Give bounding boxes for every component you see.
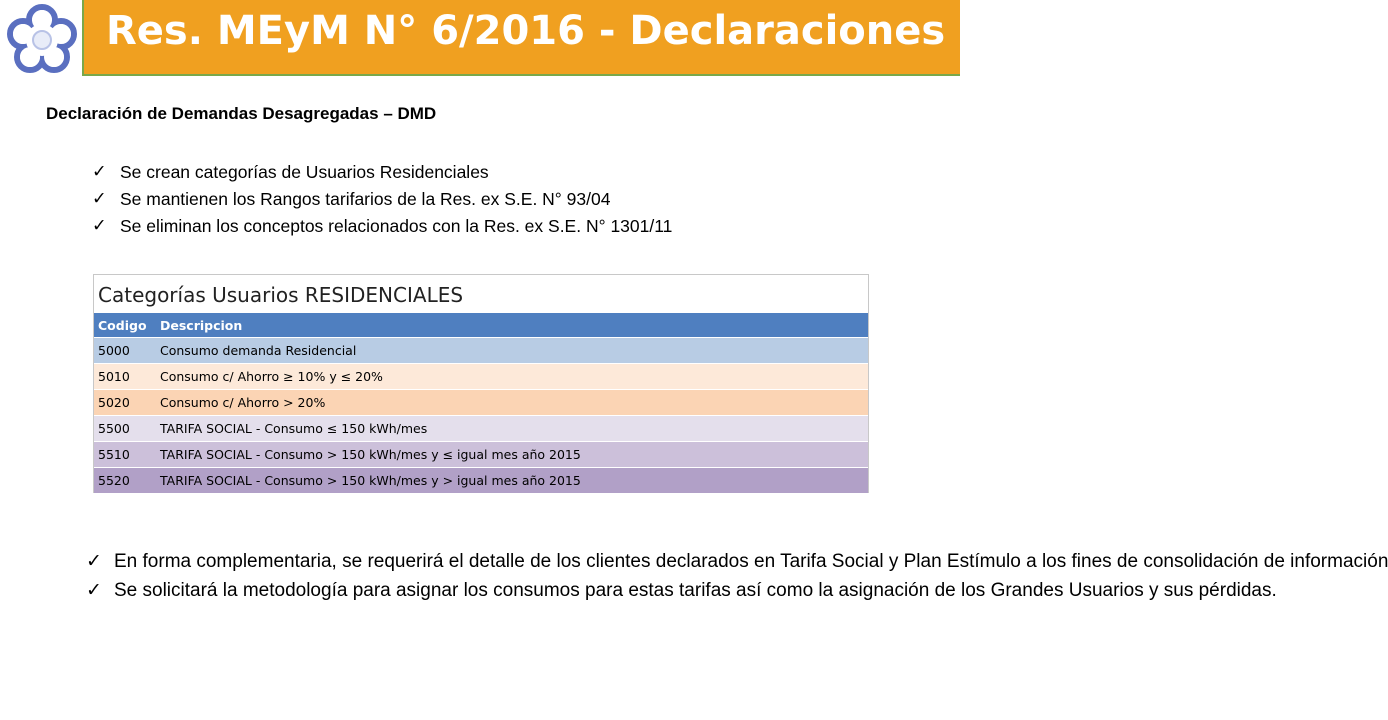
list-item xyxy=(92,186,672,213)
section-subtitle: Declaración de Demandas Desagregadas – DMD xyxy=(46,104,437,123)
checkmark-icon: ✓ xyxy=(92,216,107,236)
checkmark-icon: ✓ xyxy=(92,162,107,182)
table-header-row xyxy=(94,313,868,338)
checkmark-icon: ✓ xyxy=(92,189,107,209)
checkmark-icon: ✓ xyxy=(86,550,102,572)
cell-code: 5520 xyxy=(94,468,156,494)
list-item-text: Se solicitará la metodología para asignar los consumos para estas tarifas así como la asignación de los Grandes Usuarios y sus pérdidas. xyxy=(114,580,1277,601)
list-item xyxy=(92,159,672,186)
categories-grid xyxy=(94,313,868,493)
column-header-description: Descripcion xyxy=(156,313,868,338)
cell-description: Consumo c/ Ahorro ≥ 10% y ≤ 20% xyxy=(156,364,868,390)
cell-description: Consumo demanda Residencial xyxy=(156,338,868,364)
list-item xyxy=(86,576,1277,605)
checklist-requirements xyxy=(86,547,1388,605)
list-item-text: Se crean categorías de Usuarios Residenciales xyxy=(120,162,489,182)
cell-description: TARIFA SOCIAL - Consumo ≤ 150 kWh/mes xyxy=(156,416,868,442)
cell-code: 5500 xyxy=(94,416,156,442)
checklist-categories xyxy=(92,159,672,240)
cell-code: 5510 xyxy=(94,442,156,468)
list-item-text: Se mantienen los Rangos tarifarios de la Res. ex S.E. N° 93/04 xyxy=(120,189,611,209)
cell-code: 5010 xyxy=(94,364,156,390)
table-title: Categorías Usuarios RESIDENCIALES xyxy=(94,275,868,313)
header-bar xyxy=(82,0,960,76)
list-item xyxy=(86,547,1388,576)
checkmark-icon: ✓ xyxy=(86,579,102,601)
cell-code: 5000 xyxy=(94,338,156,364)
cell-description: TARIFA SOCIAL - Consumo > 150 kWh/mes y ≤ igual mes año 2015 xyxy=(156,442,868,468)
table-row xyxy=(94,364,868,390)
list-item xyxy=(92,213,672,240)
column-header-code: Codigo xyxy=(94,313,156,338)
table-row xyxy=(94,416,868,442)
list-item-text: Se eliminan los conceptos relacionados con la Res. ex S.E. N° 1301/11 xyxy=(120,216,673,236)
table-row xyxy=(94,338,868,364)
cell-code: 5020 xyxy=(94,390,156,416)
table-row xyxy=(94,442,868,468)
table-row xyxy=(94,390,868,416)
cell-description: Consumo c/ Ahorro > 20% xyxy=(156,390,868,416)
cell-description: TARIFA SOCIAL - Consumo > 150 kWh/mes y > igual mes año 2015 xyxy=(156,468,868,494)
table-row xyxy=(94,468,868,494)
categories-table xyxy=(93,274,869,493)
page-title: Res. MEyM N° 6/2016 - Declaraciones xyxy=(106,8,946,54)
list-item-text: En forma complementaria, se requerirá el detalle de los clientes declarados en Tarifa Social y Plan Estímulo a los fines de consolidación de información xyxy=(114,551,1388,572)
flower-logo-icon xyxy=(4,2,80,78)
